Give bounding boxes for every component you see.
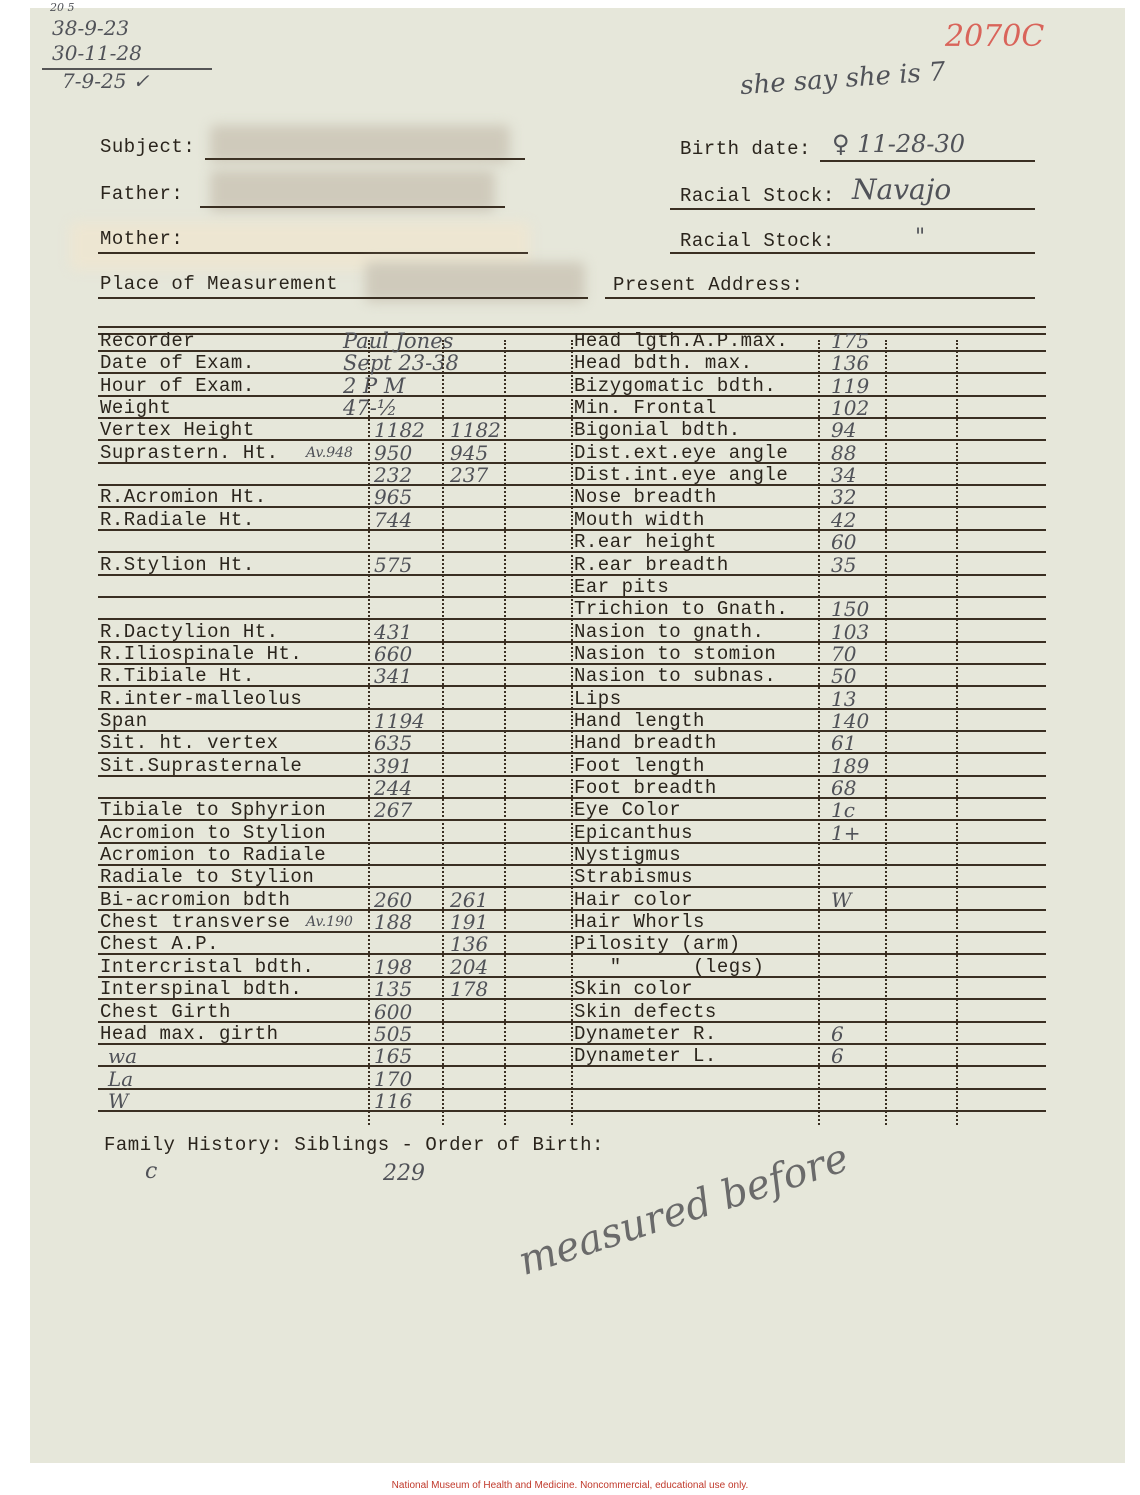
value-1: 232	[374, 463, 413, 488]
family-history-label: Family History: Siblings - Order of Birth:	[104, 1134, 604, 1156]
present-address-label: Present Address:	[613, 274, 804, 296]
row-label: R.Acromion Ht.	[100, 486, 267, 509]
value-1: 965	[374, 485, 413, 510]
row-label: Vertex Height	[100, 419, 255, 442]
row-note: Av.948	[306, 444, 353, 461]
row-note: Av.190	[306, 914, 353, 931]
value-1: Sept 23-38	[343, 351, 459, 376]
row-label-right: Foot breadth	[574, 777, 717, 799]
row-label: Tibiale to Sphyrion	[100, 799, 327, 822]
value-1: 165	[374, 1044, 413, 1069]
row-label: wa	[108, 1044, 138, 1069]
value-right: 50	[831, 664, 857, 689]
value-right: 13	[831, 686, 857, 711]
value-right: 70	[831, 641, 857, 666]
row-label: Date of Exam.	[100, 352, 255, 375]
value-1: 198	[374, 954, 413, 979]
mother-label: Mother:	[100, 228, 184, 250]
row-label-right: Skin color	[574, 978, 694, 1001]
racial-stock-label-2: Racial Stock:	[680, 230, 835, 252]
row-label: R.Dactylion Ht.	[100, 620, 279, 643]
value-right: 175	[831, 329, 870, 353]
row-label: Intercristal bdth.	[100, 955, 315, 978]
row-label-right: Dynameter R.	[574, 1022, 717, 1045]
value-2: 237	[450, 463, 489, 488]
racial-stock-label-1: Racial Stock:	[680, 185, 835, 207]
row-label-right: Dist.int.eye angle	[574, 464, 789, 487]
value-right: 88	[831, 440, 857, 465]
value-1: 950	[374, 440, 413, 465]
value-1: 135	[374, 977, 413, 1002]
row-label: R.Iliospinale Ht.	[100, 642, 303, 665]
value-1: 660	[374, 641, 413, 666]
row-label-right: Nasion to subnas.	[574, 665, 777, 688]
value-1: 244	[374, 776, 413, 800]
value-1: 47-½	[343, 396, 398, 421]
row-label-right: Nasion to stomion	[574, 642, 777, 665]
value-1: 267	[374, 798, 413, 823]
value-1: 431	[374, 619, 413, 644]
value-1: 575	[374, 552, 413, 577]
row-label-right: Min. Frontal	[574, 397, 717, 420]
value-1: 170	[374, 1066, 413, 1091]
row-label: Recorder	[100, 330, 196, 352]
row-label-right: Dynameter L.	[574, 1045, 717, 1068]
value-right: 136	[831, 351, 870, 376]
family-note-c: c	[145, 1159, 158, 1184]
value-right: 68	[831, 776, 857, 800]
row-label: Chest transverse	[100, 911, 291, 934]
row-label: Interspinal bdth.	[100, 978, 303, 1001]
birth-date-value: ♀ 11-28-30	[832, 130, 966, 158]
value-1: Paul Jones	[343, 329, 454, 353]
row-label-right: Strabismus	[574, 866, 694, 889]
row-label: Radiale to Stylion	[100, 866, 315, 889]
value-right: 1c	[831, 798, 855, 823]
value-1: 116	[374, 1088, 413, 1113]
place-of-measurement-label: Place of Measurement	[100, 273, 339, 295]
value-right: 102	[831, 396, 870, 421]
row-label-right: Head lgth.A.P.max.	[574, 330, 789, 352]
value-2: 261	[450, 887, 489, 912]
row-label-right: Mouth width	[574, 508, 705, 531]
row-label: Chest A.P.	[100, 933, 220, 956]
value-1: 744	[374, 507, 413, 532]
row-label: Sit.Suprasternale	[100, 754, 303, 777]
value-right: W	[831, 887, 852, 912]
calc-superscripts: 20 5	[50, 1, 75, 14]
value-right: 42	[831, 507, 857, 532]
row-label-right: R.ear breadth	[574, 553, 729, 576]
age-note: she say she is 7	[739, 56, 947, 102]
row-label-right: Epicanthus	[574, 821, 694, 844]
footer-credit: National Museum of Health and Medicine. Noncommercial, educational use only.	[391, 1480, 749, 1491]
value-2: 136	[450, 932, 489, 957]
row-label: Acromion to Stylion	[100, 821, 327, 844]
row-label-right: Nose breadth	[574, 486, 717, 509]
row-label: R.Tibiale Ht.	[100, 665, 255, 688]
row-label: Head max. girth	[100, 1022, 279, 1045]
value-2: 1182	[450, 418, 501, 443]
calc-line-2: 30-11-28	[52, 41, 142, 65]
row-label-right: Skin defects	[574, 1000, 717, 1023]
row-label: Weight	[100, 397, 172, 420]
value-1: 391	[374, 753, 413, 778]
row-label-right: Lips	[574, 687, 622, 710]
row-label: Span	[100, 709, 148, 732]
row-label: R.Stylion Ht.	[100, 553, 255, 576]
row-label-right: Bigonial bdth.	[574, 419, 741, 442]
row-label-right: Ear pits	[574, 575, 670, 598]
row-label: Hour of Exam.	[100, 374, 255, 397]
value-1: 341	[374, 664, 413, 689]
row-label-right: Dist.ext.eye angle	[574, 441, 789, 464]
value-right: 94	[831, 418, 857, 443]
row-label: Sit. ht. vertex	[100, 732, 279, 755]
row-label-right: Hand breadth	[574, 732, 717, 755]
value-1: 1194	[374, 708, 425, 733]
value-1: 260	[374, 887, 413, 912]
subject-label: Subject:	[100, 136, 196, 158]
row-label: R.Radiale Ht.	[100, 508, 255, 531]
value-right: 150	[831, 597, 870, 622]
measured-before-note: measured before	[512, 1134, 855, 1285]
redacted-place	[365, 262, 585, 302]
value-right: 189	[831, 753, 870, 778]
catalog-number: 2070C	[945, 19, 1045, 54]
calc-line-1: 38-9-23	[52, 16, 130, 40]
value-right: 6	[831, 1044, 844, 1069]
family-note-number: 229	[383, 1161, 425, 1186]
value-1: 600	[374, 999, 413, 1024]
value-right: 61	[831, 731, 857, 756]
value-2: 204	[450, 954, 489, 979]
value-2: 945	[450, 440, 489, 465]
row-label-right: Foot length	[574, 754, 705, 777]
birth-date-label: Birth date:	[680, 138, 811, 160]
value-right: 32	[831, 485, 857, 510]
value-right: 103	[831, 619, 870, 644]
father-label: Father:	[100, 183, 184, 205]
row-label-right: Nasion to gnath.	[574, 620, 765, 643]
row-label-right: Hair color	[574, 888, 694, 911]
row-label: La	[108, 1066, 134, 1091]
row-label-right: Hand length	[574, 709, 705, 732]
value-1: 2 P M	[343, 373, 406, 398]
row-label-right: Eye Color	[574, 799, 682, 822]
value-1: 188	[374, 910, 413, 935]
value-right: 6	[831, 1021, 844, 1046]
racial-stock-value-1: Navajo	[852, 173, 952, 206]
value-1: 1182	[374, 418, 425, 443]
value-right: 119	[831, 373, 870, 398]
racial-stock-value-2: "	[915, 225, 926, 250]
value-2: 191	[450, 910, 489, 935]
value-1: 635	[374, 731, 413, 756]
value-right: 34	[831, 463, 857, 488]
row-label-right: Pilosity (arm)	[574, 933, 741, 956]
calc-result: 7-9-25 ✓	[62, 69, 150, 93]
row-label-right: Head bdth. max.	[574, 352, 753, 375]
row-label-right: R.ear height	[574, 531, 717, 554]
value-2: 178	[450, 977, 489, 1002]
value-right: 35	[831, 552, 857, 577]
value-1: 505	[374, 1021, 413, 1046]
row-label: Bi-acromion bdth	[100, 888, 291, 911]
row-label-right: " (legs)	[574, 955, 765, 978]
row-label-right: Hair Whorls	[574, 911, 705, 934]
row-label-right: Trichion to Gnath.	[574, 598, 789, 621]
value-right: 140	[831, 708, 870, 733]
row-label: Acromion to Radiale	[100, 844, 327, 867]
row-label: Suprastern. Ht.	[100, 441, 279, 464]
value-right: 60	[831, 530, 857, 555]
value-right: 1+	[831, 820, 861, 845]
row-label: R.inter-malleolus	[100, 687, 303, 710]
row-label-right: Bizygomatic bdth.	[574, 374, 777, 397]
row-label: Chest Girth	[100, 1000, 231, 1023]
row-label-right: Nystigmus	[574, 844, 682, 867]
row-label: W	[108, 1088, 129, 1113]
